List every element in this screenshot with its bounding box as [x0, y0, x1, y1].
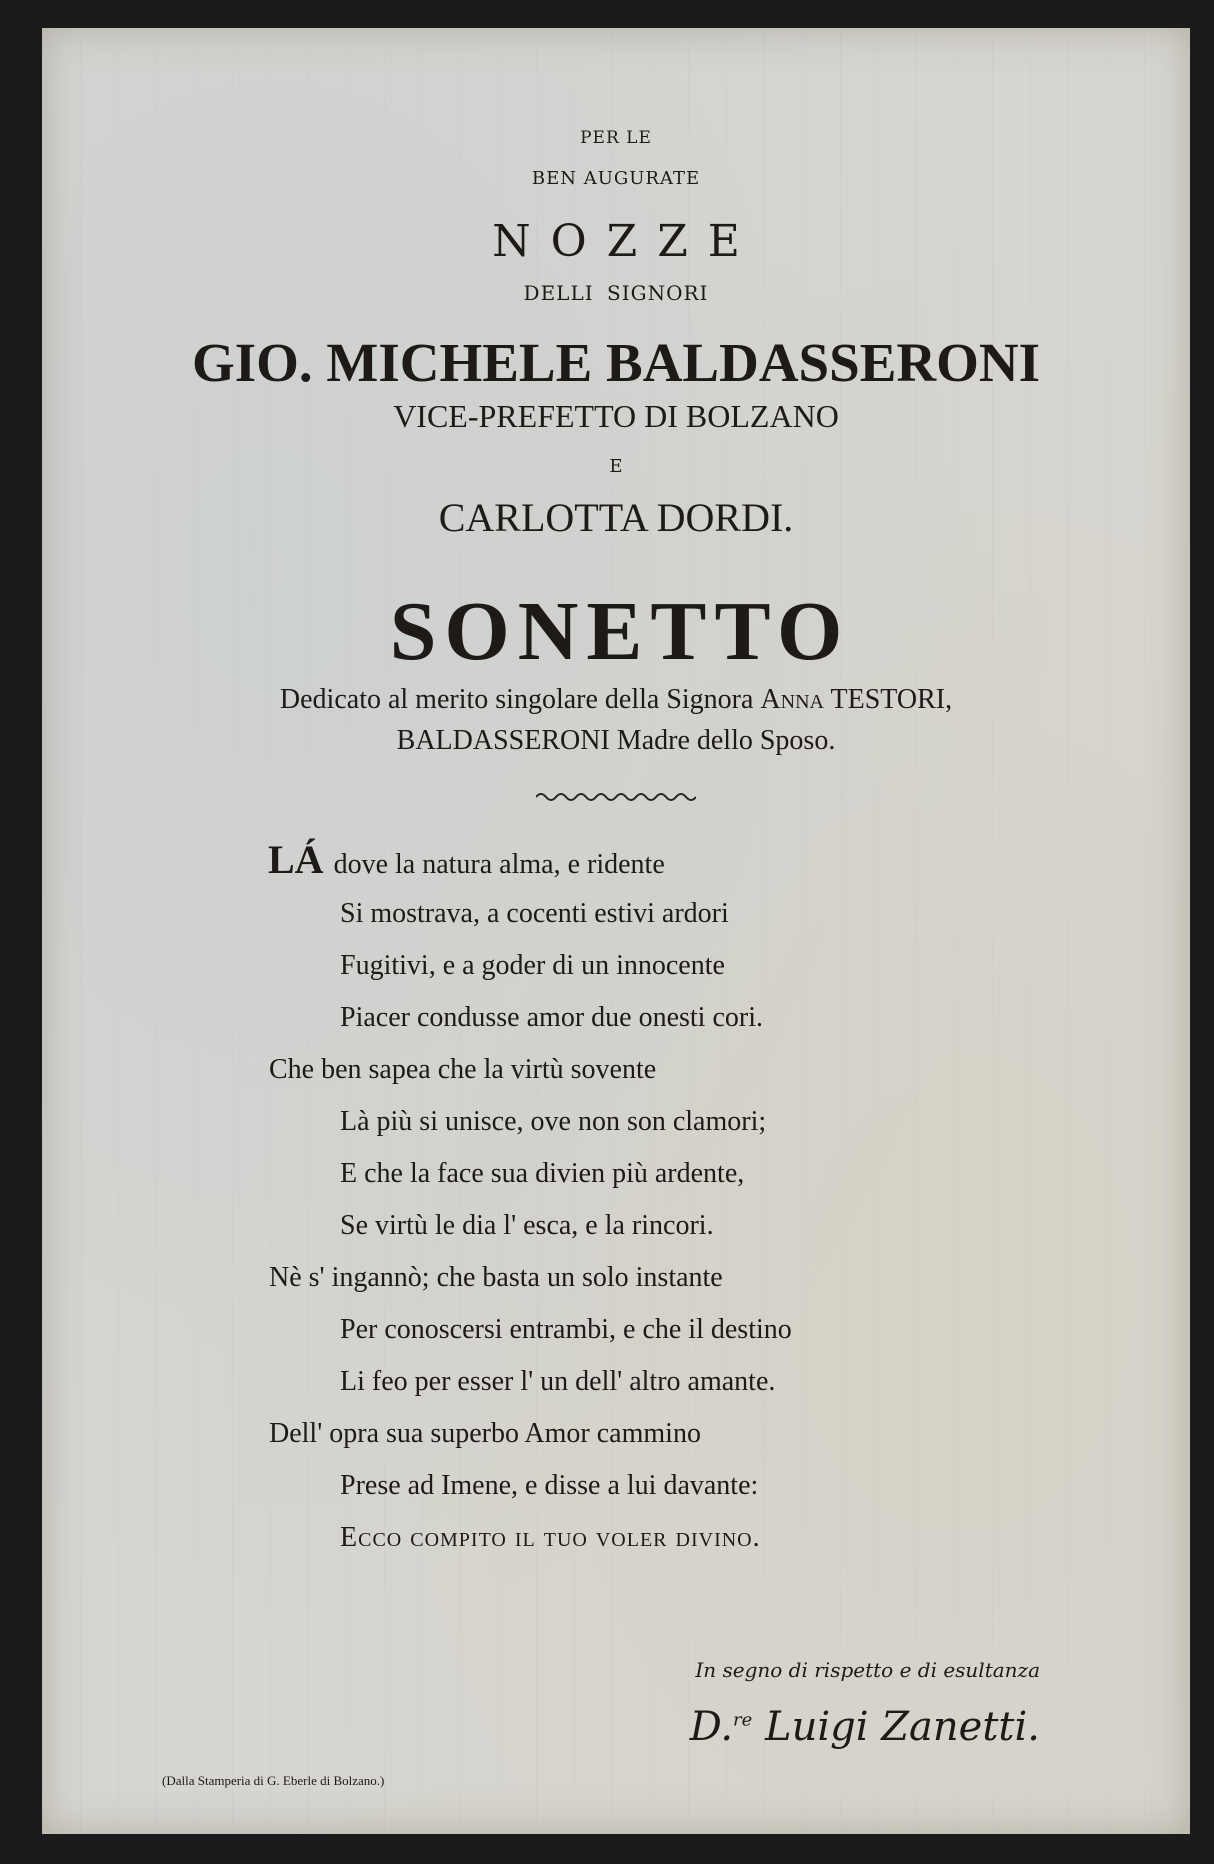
dedication-suffix: Madre dello Sposo. [616, 725, 836, 756]
header-per-le: PER LE [580, 128, 652, 148]
dedication-surname: TESTORI, [830, 684, 953, 715]
header-ben-augurate: BEN AUGURATE [531, 168, 701, 189]
drop-cap: LÁ [268, 837, 324, 882]
poem-line: Per conoscersi entrambi, e che il destino [340, 1314, 792, 1345]
poem-line: Nè s' ingannò; che basta un solo instante [269, 1262, 723, 1293]
closing-motto: In segno di rispetto e di esultanza [695, 1658, 1040, 1682]
poem-line: Fugitivi, e a goder di un innocente [340, 950, 725, 981]
signature-prefix: D. [689, 1704, 734, 1750]
signature-sup: re [733, 1709, 753, 1731]
poem-line: Che ben sapea che la virtù sovente [269, 1054, 657, 1085]
groom-name: GIO. MICHELE BALDASSERONI [191, 332, 1041, 393]
signature [690, 1704, 1040, 1750]
header-nozze: NOZZE [492, 216, 760, 267]
header-delli-signori: DELLI SIGNORI [523, 281, 709, 305]
signature-name: Luigi Zanetti. [765, 1704, 1040, 1750]
sonnet-body [42, 28, 1190, 1834]
bride-name: CARLOTTA DORDI. [438, 495, 794, 540]
poem-line: Là più si unisce, ove non son clamori; [340, 1106, 767, 1137]
conjunction: E [609, 456, 623, 477]
poem-line: Li feo per esser l' un dell' altro amante. [340, 1366, 776, 1397]
poem-line-final: Ecco compito il tuo voler divino. [340, 1522, 761, 1553]
poem-line: Se virtù le dia l' esca, e la rincori. [340, 1210, 714, 1241]
broadside-sheet [42, 28, 1190, 1834]
poem-line: E che la face sua divien più ardente, [340, 1158, 745, 1189]
poem-line: Si mostrava, a cocenti estivi ardori [340, 898, 729, 929]
poem-line-1-text: dove la natura alma, e ridente [333, 849, 665, 880]
poem-line: Prese ad Imene, e disse a lui davante: [340, 1470, 759, 1501]
printer-imprint: (Dalla Stamperia di G. Eberle di Bolzano.) [162, 1773, 385, 1788]
poem-line: Piacer condusse amor due onesti cori. [340, 1002, 763, 1033]
dedication-surname-2: BALDASSERONI [396, 725, 610, 756]
dedication-first-name: Anna [760, 684, 824, 715]
sonnet-title: SONETTO [389, 585, 851, 678]
groom-title: VICE-PREFETTO DI BOLZANO [393, 398, 839, 434]
poem-line: Dell' opra sua superbo Amor cammino [269, 1418, 701, 1449]
dedication-prefix: Dedicato al merito singolare della Signora [279, 684, 754, 715]
poem-line-1 [268, 836, 665, 883]
